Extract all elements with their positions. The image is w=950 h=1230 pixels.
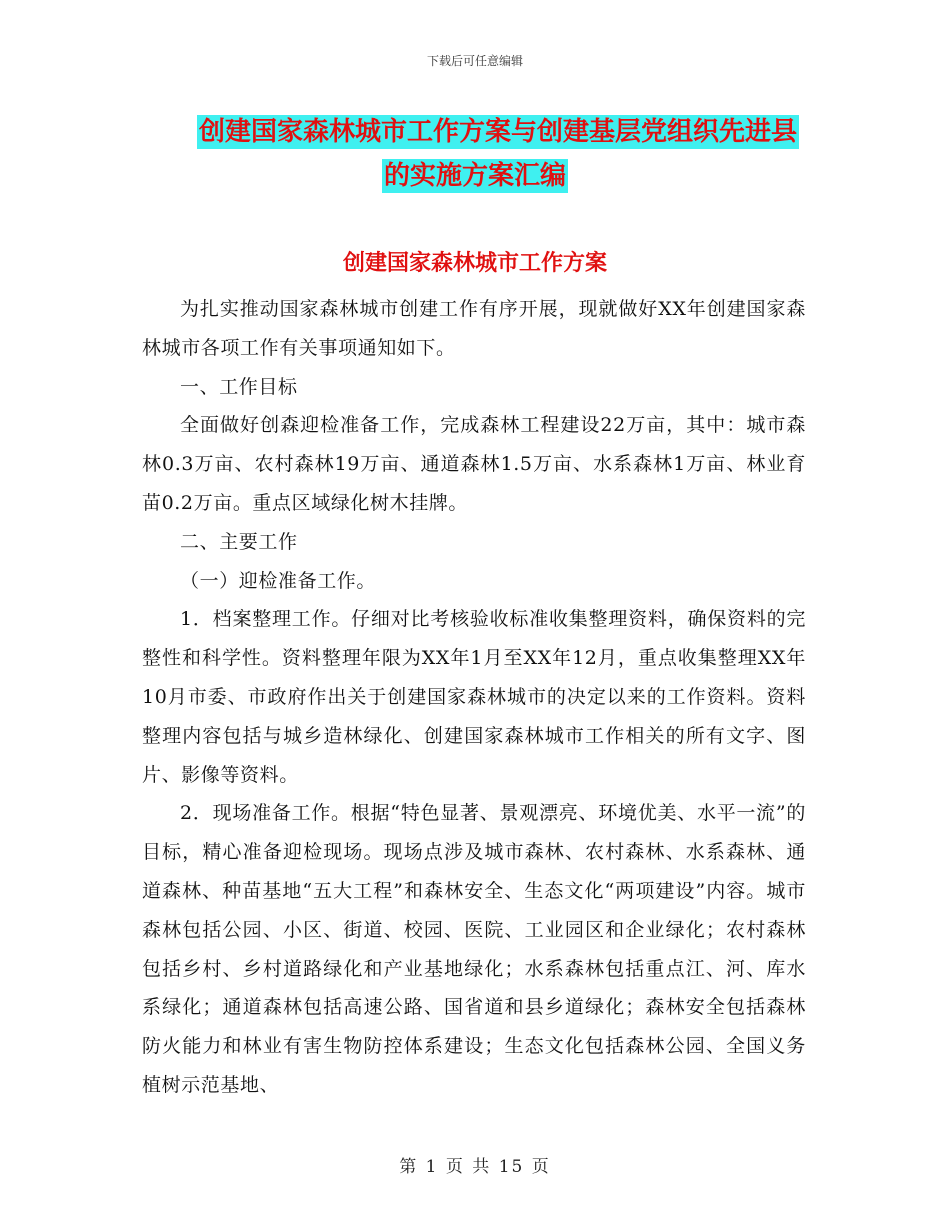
paragraph-intro: 为扎实推动国家森林城市创建工作有序开展，现就做好XX年创建国家森林城市各项工作有关事项通知如下。 xyxy=(142,298,806,359)
heading-main-work: 二、主要工作 xyxy=(180,530,298,553)
paragraph-site-prep: 2．现场准备工作。根据“特色显著、景观漂亮、环境优美、水平一流”的目标，精心准备迎检现场。现场点涉及城市森林、农村森林、水系森林、通道森林、种苗基地“五大工程”和森林安全、生态文化“两项建设”内容。城市森林包括公园、小区、街道、校园、医院、工业园区和企业绿化；农村森林包括乡村、乡村道路绿化和产业基地绿化；水系森林包括重点江、河、库水系绿化；通道森林包括高速公路、国省道和县乡道绿化；森林安全包括森林防火能力和林业有害生物防控体系建设；生态文化包括森林公园、全国义务植树示范基地、 xyxy=(142,802,806,1096)
heading-inspection-prep: （一）迎检准备工作。 xyxy=(180,569,377,592)
page-header-note: 下载后可任意编辑 xyxy=(426,54,523,68)
page-number: 第 1 页 共 15 页 xyxy=(399,1157,551,1177)
section-title: 创建国家森林城市工作方案 xyxy=(342,251,607,276)
paragraph-archive: 1．档案整理工作。仔细对比考核验收标准收集整理资料，确保资料的完整性和科学性。资料整理年限为XX年1月至XX年12月，重点收集整理XX年10月市委、市政府作出关于创建国家森林城市的决定以来的工作资料。资料整理内容包括与城乡造林绿化、创建国家森林城市工作相关的所有文字、图片、影像等资料。 xyxy=(142,608,806,786)
paragraph-goals: 全面做好创森迎检准备工作，完成森林工程建设22万亩，其中：城市森林0.3万亩、农村森林19万亩、通道森林1.5万亩、水系森林1万亩、林业育苗0.2万亩。重点区域绿化树木挂牌。 xyxy=(142,414,806,514)
document-title-line-2: 的实施方案汇编 xyxy=(383,161,566,191)
document-title xyxy=(0,110,950,198)
document-body xyxy=(142,290,806,1105)
document-title-line-1: 创建国家森林城市工作方案与创建基层党组织先进县 xyxy=(198,117,797,147)
heading-work-goals: 一、工作目标 xyxy=(180,375,298,398)
